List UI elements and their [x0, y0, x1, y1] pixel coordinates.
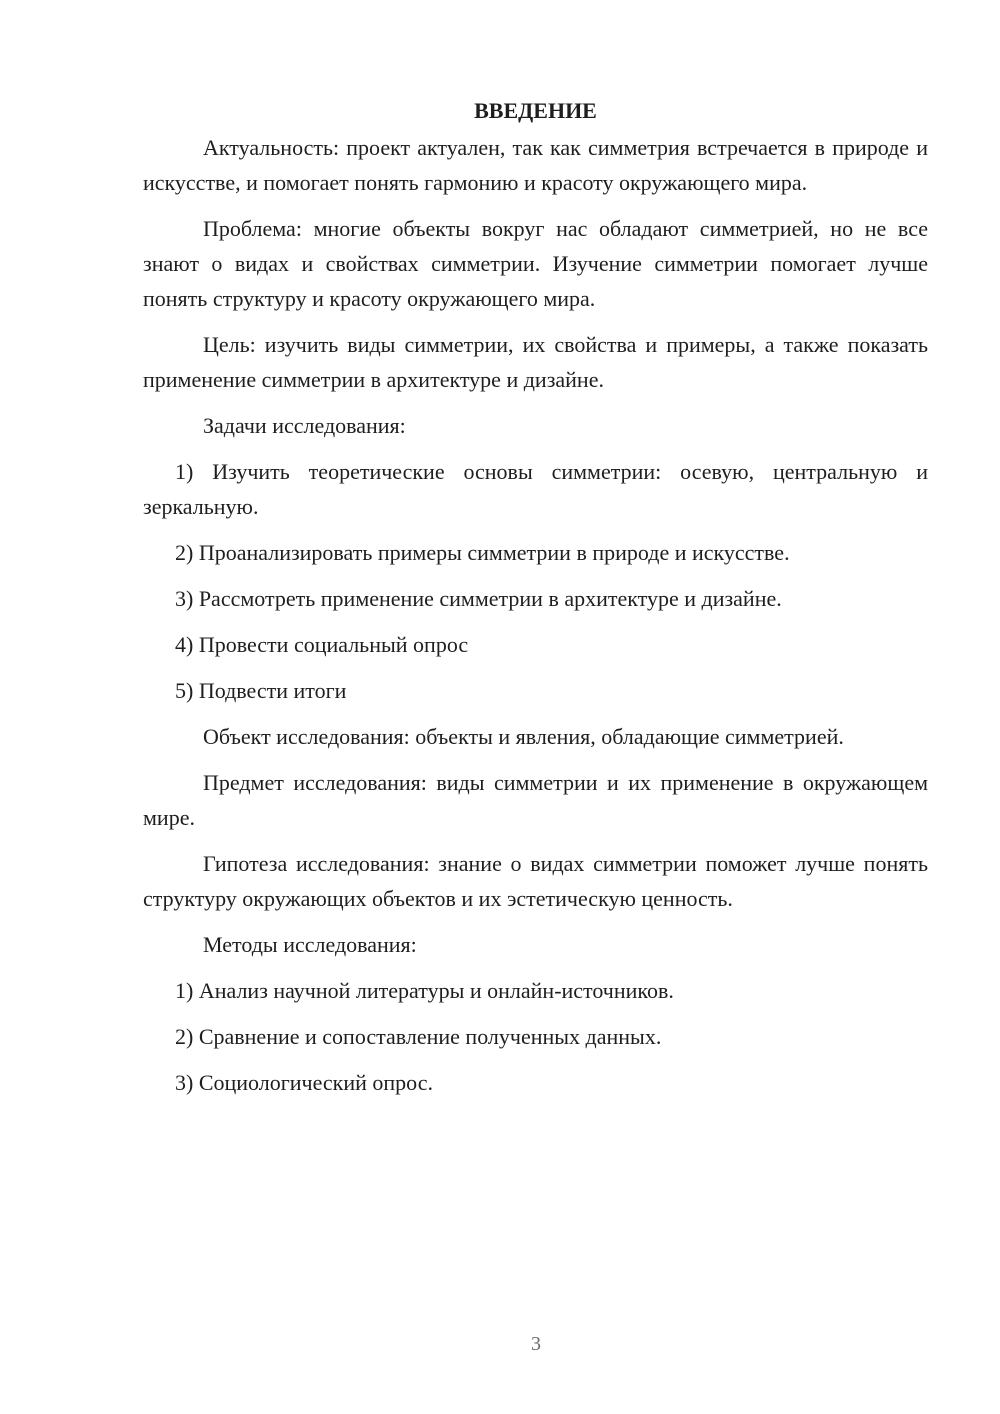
task-item-3: 3) Рассмотреть применение симметрии в архитектуре и дизайне. [175, 586, 782, 611]
method-item-2: 2) Сравнение и сопоставление полученных данных. [175, 1024, 662, 1049]
hypothesis-paragraph: Гипотеза исследования: знание о видах симметрии поможет лучше понять структуру окружающих объектов и их эстетическую ценность. [143, 851, 928, 911]
section-title: ВВЕДЕНИЕ [474, 98, 597, 123]
subject-paragraph: Предмет исследования: виды симметрии и их применение в окружающем мире. [143, 770, 928, 830]
method-item-3: 3) Социологический опрос. [175, 1070, 433, 1095]
relevance-paragraph: Актуальность: проект актуален, так как симметрия встречается в природе и искусстве, и помогает понять гармонию и красоту окружающего мира. [143, 135, 928, 195]
task-item-2: 2) Проанализировать примеры симметрии в природе и искусстве. [175, 540, 790, 565]
task-item-1: 1) Изучить теоретические основы симметрии: осевую, центральную и зеркальную. [143, 459, 928, 519]
goal-paragraph: Цель: изучить виды симметрии, их свойства и примеры, а также показать применение симметрии в архитектуре и дизайне. [143, 332, 928, 392]
object-paragraph: Объект исследования: объекты и явления, обладающие симметрией. [203, 724, 844, 749]
task-item-4: 4) Провести социальный опрос [175, 632, 469, 657]
methods-heading: Методы исследования: [203, 932, 417, 957]
problem-paragraph: Проблема: многие объекты вокруг нас обладают симметрией, но не все знают о видах и свойствах симметрии. Изучение симметрии помогает лучше понять структуру и красоту окружающего мира. [143, 216, 928, 311]
page-number: 3 [531, 1333, 541, 1355]
method-item-1: 1) Анализ научной литературы и онлайн-источников. [175, 978, 674, 1003]
tasks-heading: Задачи исследования: [203, 413, 406, 438]
task-item-5: 5) Подвести итоги [175, 678, 347, 703]
page-content [143, 96, 928, 1111]
